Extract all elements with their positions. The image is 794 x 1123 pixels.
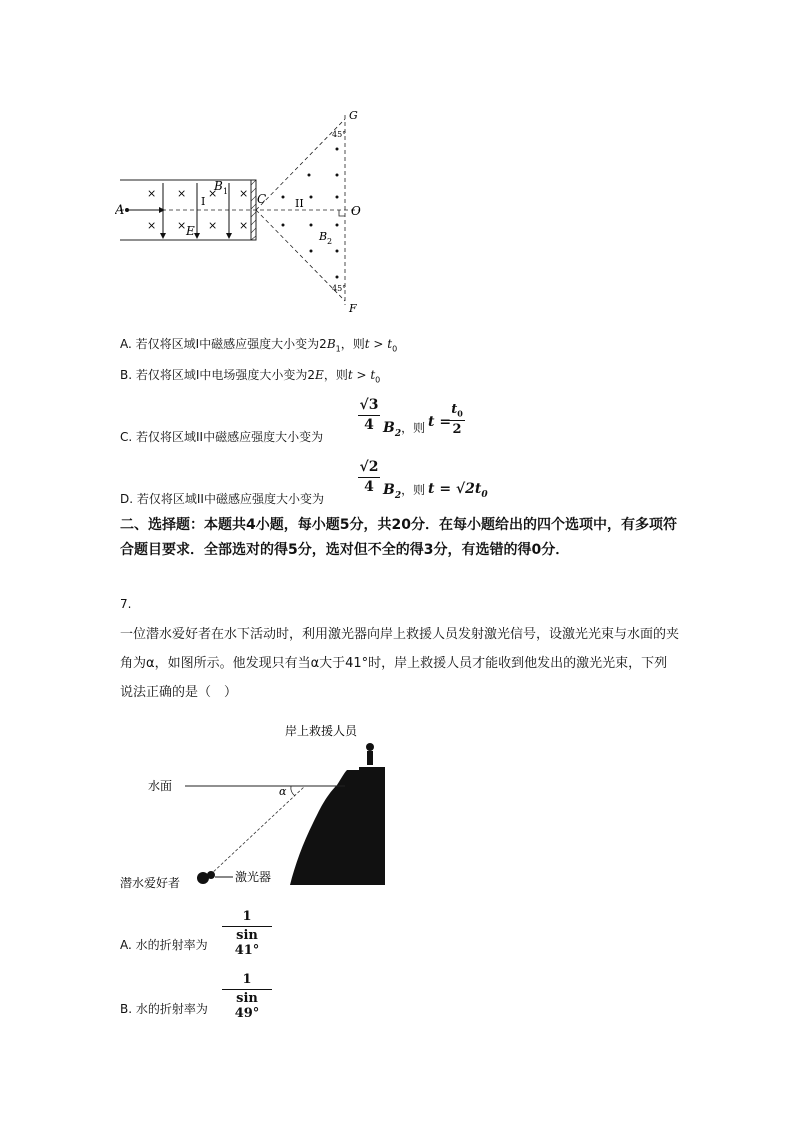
q6-d-fraction: √2 4: [359, 459, 379, 496]
q7-b-fraction: 1 sin 49°: [222, 973, 272, 1021]
svg-text:×: ×: [177, 219, 187, 232]
diver-label: 潜水爱好者: [120, 876, 181, 890]
question-stem: 一位潜水爱好者在水下活动时，利用激光器向岸上救援人员发射激光信号，设激光光束与水面的夹角为α，如图所示。他发现只有当α大于41°时，岸上救援人员才能收到他发出的激光光束，下列说法正确的是（ ）: [120, 627, 680, 700]
label-F: F: [349, 302, 357, 315]
rescuer-label: 岸上救援人员: [285, 724, 358, 738]
q6-c-result-fraction: $t_0$ 2: [449, 403, 465, 438]
label-A: A: [115, 203, 125, 218]
q6-option-a[interactable]: A. 若仅将区域I中磁感应强度大小变为$2B_1$，则$t > t_0$: [120, 337, 398, 354]
svg-text:45°: 45°: [332, 284, 347, 293]
svg-text:×: ×: [239, 219, 249, 232]
svg-text:1: 1: [223, 187, 229, 196]
water-label: 水面: [148, 779, 173, 793]
label-B2: B: [319, 230, 328, 243]
q6-option-d[interactable]: D. 若仅将区域II中磁感应强度大小变为: [120, 492, 324, 506]
label-G: G: [349, 109, 358, 122]
svg-text:I: I: [201, 195, 206, 208]
alpha-label: α: [279, 785, 287, 798]
q7-option-b[interactable]: B. 水的折射率为: [120, 1002, 208, 1016]
svg-text:×: ×: [239, 187, 249, 200]
svg-text:×: ×: [147, 187, 157, 200]
q6-option-c[interactable]: C. 若仅将区域II中磁感应强度大小变为: [120, 430, 324, 444]
svg-text:×: ×: [147, 219, 157, 232]
q6-c-fraction: √3 4: [359, 397, 379, 434]
laser-water-diagram: [115, 715, 385, 890]
section-heading: 二、选择题：本题共4小题，每小题5分，共20分．在每小题给出的四个选项中，有多项符合题目要求．全部选对的得5分，选对但不全的得3分，有选错的得0分．: [120, 517, 677, 558]
laser-label: 激光器: [235, 870, 272, 884]
label-B1: B: [214, 179, 223, 193]
q7-option-a[interactable]: A. 水的折射率为: [120, 938, 208, 952]
label-O: O: [351, 204, 361, 218]
svg-text:×: ×: [208, 219, 218, 232]
svg-text:45°: 45°: [332, 130, 347, 139]
label-E: E: [186, 224, 195, 238]
svg-text:II: II: [295, 197, 304, 210]
svg-text:×: ×: [177, 187, 187, 200]
label-C: C: [257, 192, 267, 206]
question-number: 7.: [120, 597, 132, 611]
field-diagram: [115, 105, 375, 320]
q7-a-fraction: 1 sin 41°: [222, 910, 272, 958]
svg-text:×: ×: [208, 187, 218, 200]
q6-option-b[interactable]: B. 若仅将区域I中电场强度大小变为2E，则$t > t_0$: [120, 368, 381, 385]
svg-text:2: 2: [327, 237, 333, 246]
